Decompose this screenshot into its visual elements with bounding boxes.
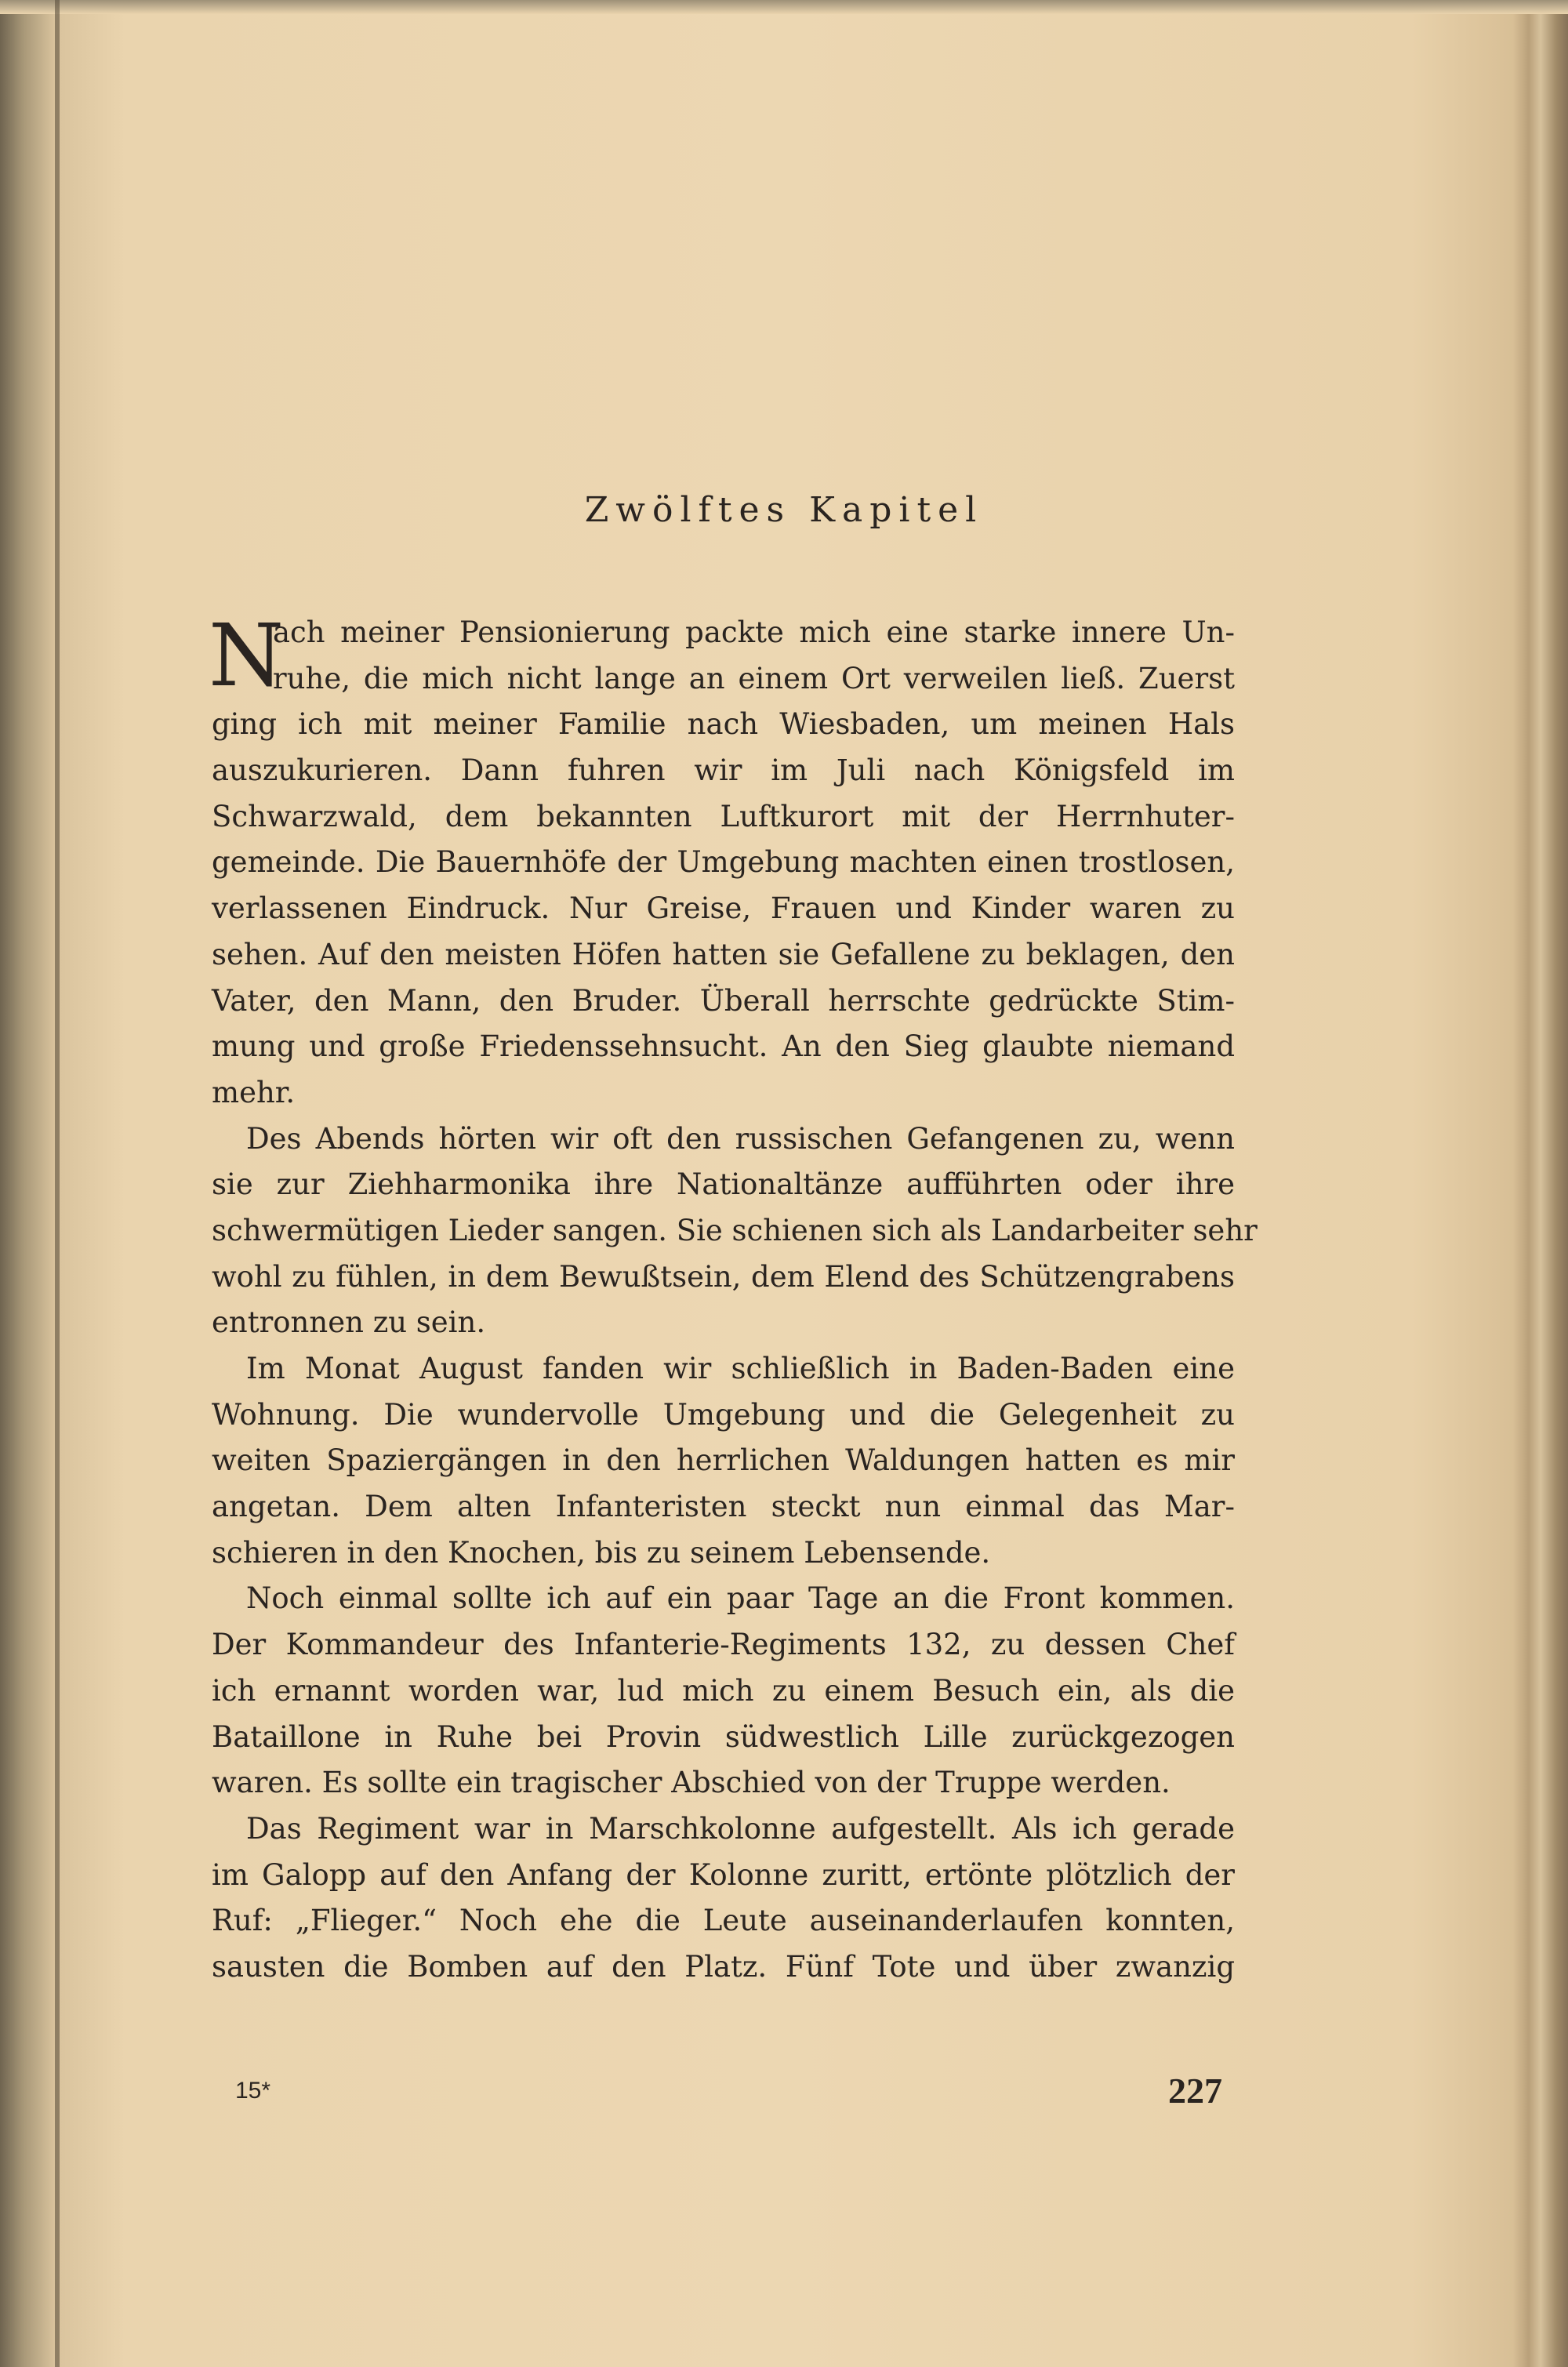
text-line: Schwarzwald, dem bekannten Luftkurort mit der Herrnhuter- — [212, 799, 1235, 833]
text-line: ging ich mit meiner Familie nach Wiesbaden, um meinen Hals — [212, 707, 1235, 742]
text-line: angetan. Dem alten Infanteristen steckt nun einmal das Mar- — [212, 1490, 1235, 1524]
text-line: wohl zu fühlen, in dem Bewußtsein, dem Elend des Schützengrabens — [212, 1259, 1235, 1294]
text-line: mung und große Friedenssehnsucht. An den Sieg glaubte niemand — [212, 1029, 1235, 1064]
text-line: Im Monat August fanden wir schließlich in Baden-Baden eine — [246, 1352, 1235, 1385]
text-line: verlassenen Eindruck. Nur Greise, Frauen und Kinder waren zu — [212, 891, 1235, 926]
text-line: sausten die Bomben auf den Platz. Fünf Tote und über zwanzig — [212, 1949, 1235, 1984]
text-line: weiten Spaziergängen in den herrlichen Waldungen hatten es mir — [212, 1443, 1235, 1478]
paragraph — [212, 1576, 1235, 1806]
text-line: mehr. — [212, 1075, 296, 1109]
paragraph — [212, 610, 1235, 1116]
paragraph — [212, 1346, 1235, 1576]
text-line: Bataillone in Ruhe bei Provin südwestlich Lille zurückgezogen — [212, 1719, 1235, 1754]
text-line: Vater, den Mann, den Bruder. Überall herrschte gedrückte Stim- — [212, 983, 1235, 1018]
text-line: ruhe, die mich nicht lange an einem Ort verweilen ließ. Zuerst — [273, 661, 1235, 695]
text-line: Noch einmal sollte ich auf ein paar Tage an die Front kommen. — [246, 1581, 1235, 1616]
paragraph — [212, 1806, 1235, 1991]
text-line: gemeinde. Die Bauernhöfe der Umgebung machten einen trostlosen, — [212, 845, 1235, 880]
drop-cap: N — [209, 605, 285, 706]
text-line: Das Regiment war in Marschkolonne aufgestellt. Als ich gerade — [246, 1811, 1235, 1846]
page-number: 227 — [1168, 2071, 1222, 2111]
text-line: ich ernannt worden war, lud mich zu einem Besuch ein, als die — [212, 1673, 1235, 1708]
text-line: schwermütigen Lieder sangen. Sie schienen sich als Landarbeiter sehr — [212, 1213, 1258, 1247]
text-line: sie zur Ziehharmonika ihre Nationaltänze aufführten oder ihre — [212, 1167, 1235, 1202]
page-top-edge — [0, 0, 1568, 14]
binding-edge — [55, 0, 60, 2367]
chapter-title: Zwölftes Kapitel — [584, 490, 984, 530]
text-line: ach meiner Pensionierung packte mich eine starke innere Un- — [273, 615, 1235, 649]
text-line: sehen. Auf den meisten Höfen hatten sie Gefallene zu beklagen, den — [212, 937, 1235, 971]
body-text — [209, 605, 1258, 1991]
text-line: Der Kommandeur des Infanterie-Regiments 132, zu dessen Chef — [212, 1628, 1235, 1662]
text-line: waren. Es sollte ein tragischer Abschied von der Truppe werden. — [212, 1766, 1171, 1800]
text-line: auszukurieren. Dann fuhren wir im Juli nach Königsfeld im — [212, 753, 1235, 788]
paragraph — [212, 1116, 1258, 1346]
text-line: entronnen zu sein. — [212, 1305, 486, 1340]
text-line: schieren in den Knochen, bis zu seinem Lebensende. — [212, 1535, 991, 1570]
text-line: Des Abends hörten wir oft den russischen Gefangenen zu, wenn — [246, 1121, 1235, 1156]
text-line: Wohnung. Die wundervolle Umgebung und die Gelegenheit zu — [212, 1397, 1235, 1432]
text-line: Ruf: „Flieger.“ Noch ehe die Leute auseinanderlaufen konnten, — [212, 1904, 1235, 1938]
signature-mark: 15* — [235, 2078, 271, 2104]
text-line: im Galopp auf den Anfang der Kolonne zuritt, ertönte plötzlich der — [212, 1857, 1235, 1892]
